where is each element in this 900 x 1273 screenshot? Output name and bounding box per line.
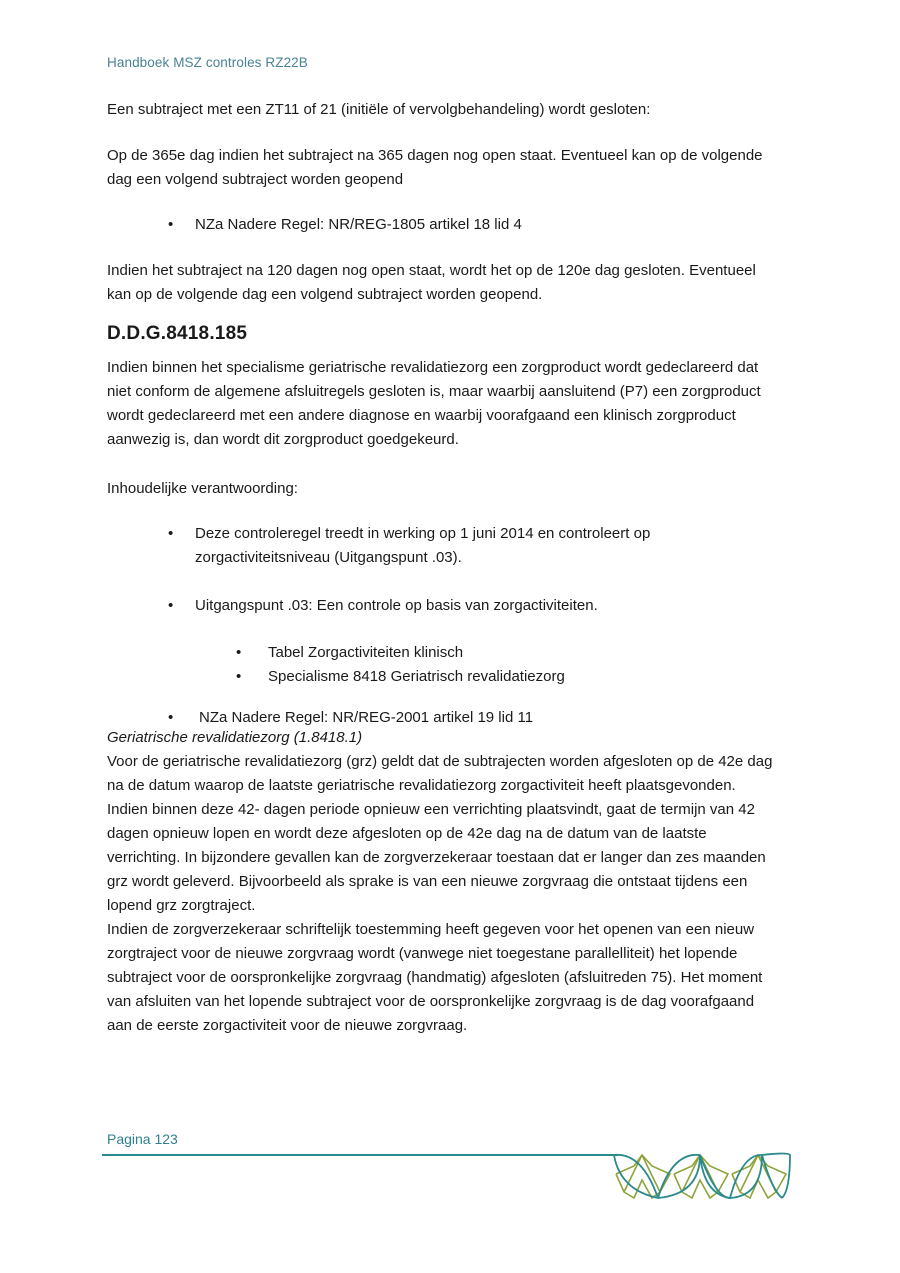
text-line: dagen opnieuw lopen en wordt deze afgesloten op de 42e dag na de datum van de laatste xyxy=(107,825,707,842)
text-line: zorgactiviteitsniveau (Uitgangspunt .03). xyxy=(195,549,462,566)
bullet-icon: • xyxy=(168,525,174,542)
text-line: Indien de zorgverzekeraar schriftelijk toestemming heeft gegeven voor het openen van een nieuw xyxy=(107,921,755,938)
bullet-icon: • xyxy=(236,644,242,661)
bullet-text: NZa Nadere Regel: NR/REG-1805 artikel 18 lid 4 xyxy=(195,216,522,233)
bullet-text: NZa Nadere Regel: NR/REG-2001 artikel 19 lid 11 xyxy=(199,709,534,726)
text-line: kan op de volgende dag een volgend subtraject worden geopend. xyxy=(107,286,543,303)
paragraph-120-days xyxy=(107,259,797,307)
bullet-text xyxy=(195,522,650,570)
text-line: aan de eerste zorgactiviteit voor de nieuwe zorgvraag. xyxy=(107,1017,468,1034)
section-heading: D.D.G.8418.185 xyxy=(107,323,248,344)
text-line: na de datum waarop de laatste geriatrische revalidatiezorg zorgactiviteit heeft plaatsgevonden. xyxy=(107,777,736,794)
intro-line xyxy=(107,98,797,122)
text-line: van afsluiten van het lopende subtraject voor de oorspronkelijke zorgvraag is de dag voorafgaand xyxy=(107,993,755,1010)
verantwoording-label-text: Inhoudelijke verantwoording: xyxy=(107,480,298,497)
interlace-ornament-icon xyxy=(612,1150,792,1202)
page-number: Pagina 123 xyxy=(107,1131,178,1147)
bullet-icon: • xyxy=(168,216,174,233)
paragraph-365-days xyxy=(107,144,797,192)
bullet-icon: • xyxy=(236,668,242,685)
text-line: Indien binnen deze 42- dagen periode opnieuw een verrichting plaatsvindt, gaat de termijn van 42 xyxy=(107,801,755,818)
text-line: lopend grz zorgtraject. xyxy=(107,897,256,914)
text-line: zorgtraject voor de nieuwe zorgvraag wordt (vanwege niet toegestane parallelliteit) het lopende xyxy=(107,945,738,962)
text-line: grz wordt geleverd. Bijvoorbeeld als sprake is van een nieuwe zorgvraag die ontstaat tijdens een xyxy=(107,873,748,890)
text-line: niet conform de algemene afsluitregels gesloten is, maar waarbij aansluitend (P7) een zorgproduct xyxy=(107,383,761,400)
text-line: Op de 365e dag indien het subtraject na 365 dagen nog open staat. Eventueel kan op de volgende xyxy=(107,147,763,164)
text-line: Voor de geriatrische revalidatiezorg (grz) geldt dat de subtrajecten worden afgesloten op de 42e dag xyxy=(107,753,773,770)
verantwoording-label xyxy=(107,477,797,501)
section-description xyxy=(107,356,797,452)
text-line: Deze controleregel treedt in werking op 1 juni 2014 en controleert op xyxy=(195,525,651,542)
text-line: Indien binnen het specialisme geriatrische revalidatiezorg een zorgproduct wordt gedeclareerd dat xyxy=(107,359,759,376)
text-line: subtraject voor de oorspronkelijke zorgvraag (handmatig) afgesloten (afsluitreden 75). Het moment xyxy=(107,969,763,986)
text-line: verrichting. In bijzondere gevallen kan de zorgverzekeraar toestaan dat er langer dan zes maanden xyxy=(107,849,766,866)
bullet-icon: • xyxy=(168,597,174,614)
bullet-icon: • xyxy=(168,709,174,726)
bullet-text: Uitgangspunt .03: Een controle op basis van zorgactiviteiten. xyxy=(195,597,598,614)
grz-title: Geriatrische revalidatiezorg (1.8418.1) xyxy=(107,729,363,746)
text-line: wordt gedeclareerd met een andere diagnose en waarbij voorafgaand een klinisch zorgproduct xyxy=(107,407,736,424)
text-line: aanwezig is, dan wordt dit zorgproduct goedgekeurd. xyxy=(107,431,459,448)
footer-divider xyxy=(102,1154,618,1156)
document-header-title: Handboek MSZ controles RZ22B xyxy=(107,55,308,70)
sub-bullet-text: Specialisme 8418 Geriatrisch revalidatiezorg xyxy=(268,668,565,685)
text-line: Indien het subtraject na 120 dagen nog open staat, wordt het op de 120e dag gesloten. Eventueel xyxy=(107,262,756,279)
sub-bullet-text: Tabel Zorgactiviteiten klinisch xyxy=(268,644,464,661)
text-line: dag een volgend subtraject worden geopend xyxy=(107,171,404,188)
grz-section xyxy=(107,726,797,1038)
intro-line-text: Een subtraject met een ZT11 of 21 (initiële of vervolgbehandeling) wordt gesloten: xyxy=(107,101,651,118)
